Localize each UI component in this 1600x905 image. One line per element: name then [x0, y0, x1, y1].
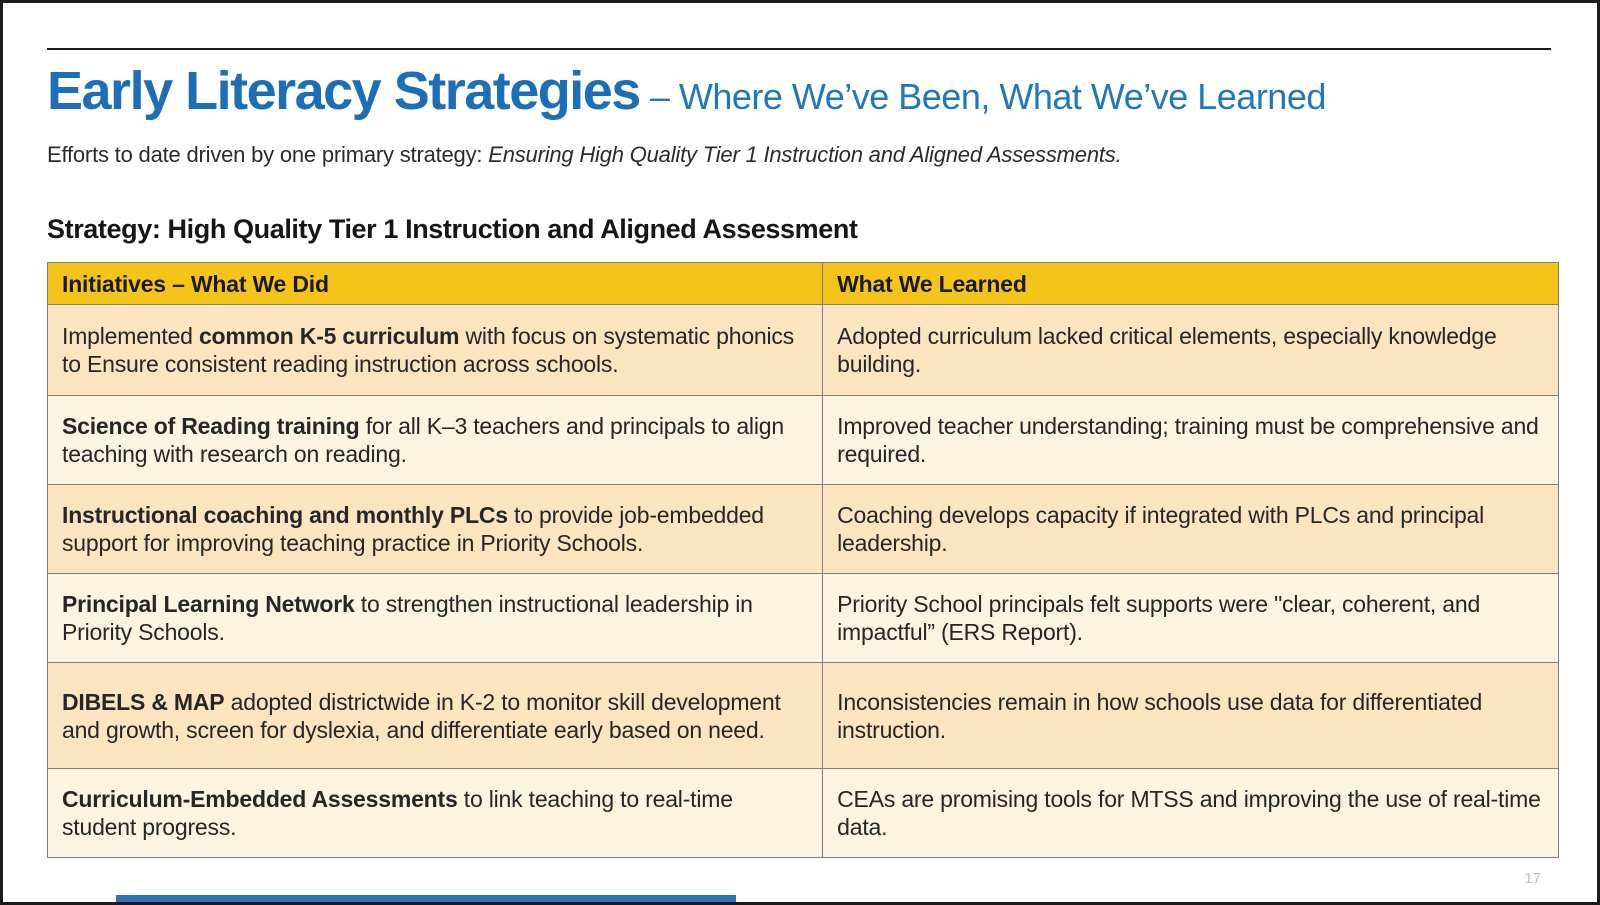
lede-italic: Ensuring High Quality Tier 1 Instruction and Aligned Assessments.: [488, 142, 1122, 167]
lede-plain: Efforts to date driven by one primary strategy:: [47, 142, 489, 167]
table-row: [48, 574, 1559, 663]
initiative-bold: Science of Reading training: [62, 413, 360, 439]
slide-title: [47, 63, 1326, 120]
initiative-cell: [48, 574, 823, 663]
slide-title-main: Early Literacy Strategies: [47, 61, 640, 121]
table-row: [48, 305, 1559, 396]
lede-text: [47, 142, 1121, 168]
top-rule-divider: [47, 48, 1551, 50]
table-row: [48, 485, 1559, 574]
table-row: [48, 769, 1559, 858]
initiative-rest: with focus on systematic phonics to Ensure consistent reading instruction across schools.: [62, 323, 795, 377]
table-row: [48, 663, 1559, 769]
learning-cell: Inconsistencies remain in how schools use data for differentiated instruction.: [823, 663, 1559, 769]
initiative-rest: to strengthen instructional leadership in Priority Schools.: [62, 591, 753, 645]
initiative-rest: adopted districtwide in K-2 to monitor skill development and growth, screen for dyslexia, and differentiate early based on need.: [62, 688, 781, 743]
column-header-learned: What We Learned: [823, 263, 1559, 305]
page-number: 17: [1524, 870, 1541, 887]
initiative-cell: [48, 663, 823, 769]
strategy-heading: Strategy: High Quality Tier 1 Instruction and Aligned Assessment: [47, 214, 858, 244]
table-row: [48, 396, 1559, 485]
table-header-row: [48, 263, 1559, 305]
initiative-rest: for all K–3 teachers and principals to align teaching with research on reading.: [62, 413, 784, 467]
initiative-cell: [48, 305, 823, 396]
learning-cell: Priority School principals felt supports were "clear, coherent, and impactful” (ERS Report).: [823, 574, 1559, 663]
initiative-bold: Principal Learning Network: [62, 591, 355, 617]
slide-title-subtitle: – Where We’ve Been, What We’ve Learned: [649, 76, 1326, 117]
bottom-accent-bar: [116, 895, 736, 902]
initiative-rest: to provide job-embedded support for improving teaching practice in Priority Schools.: [62, 502, 764, 556]
initiative-bold: common K-5 curriculum: [198, 323, 460, 349]
initiative-bold: Instructional coaching and monthly PLCs: [62, 502, 508, 528]
column-header-initiatives: Initiatives – What We Did: [48, 263, 823, 305]
initiatives-table: [47, 262, 1559, 858]
learning-cell: Improved teacher understanding; training must be comprehensive and required.: [823, 396, 1559, 485]
initiative-cell: [48, 396, 823, 485]
initiative-bold: DIBELS & MAP: [62, 688, 225, 715]
learning-cell: CEAs are promising tools for MTSS and improving the use of real-time data.: [823, 769, 1559, 858]
initiative-bold: Curriculum-Embedded Assessments: [62, 786, 458, 812]
initiative-rest: to link teaching to real-time student progress.: [62, 786, 733, 840]
initiative-pre: Implemented: [62, 323, 199, 349]
learning-cell: Adopted curriculum lacked critical elements, especially knowledge building.: [823, 305, 1559, 396]
learning-cell: Coaching develops capacity if integrated with PLCs and principal leadership.: [823, 485, 1559, 574]
initiative-cell: [48, 485, 823, 574]
initiative-cell: [48, 769, 823, 858]
